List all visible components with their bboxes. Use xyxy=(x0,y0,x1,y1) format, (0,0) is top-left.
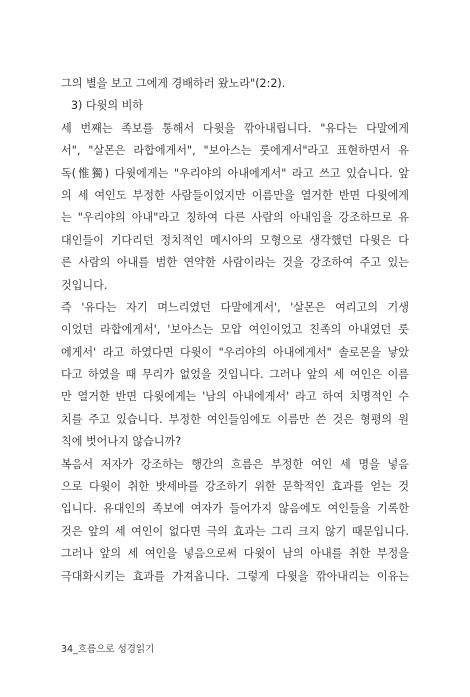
text-line: 에게서' 라고 하였다면 다윗이 "우리야의 아내에게서" 솔로몬을 낳았 xyxy=(61,345,409,359)
text-line: 는 "우리야의 아내"라고 칭하여 다른 사람의 아내임을 강조하므로 유 xyxy=(61,211,409,225)
text-line: 의 세 여인도 부정한 사람들이었지만 이름만을 열거한 반면 다윗에게 xyxy=(61,188,409,202)
text-line: 대인들이 기다리던 정치적인 메시아의 모형으로 생각했던 다윗은 다 xyxy=(61,233,409,247)
text-line: 것입니다. xyxy=(61,278,108,292)
text-line: 복음서 저자가 강조하는 행간의 흐름은 부정한 여인 세 명을 넣음 xyxy=(61,457,409,471)
text-line: 입니다. 유대인의 족보에 여자가 들어가지 않음에도 여인들을 기록한 xyxy=(61,502,409,516)
text-line: 른 사람의 아내를 범한 연약한 사람이라는 것을 강조하여 주고 있는 xyxy=(61,256,409,270)
text-line: 칙에 벗어나지 않습니까? xyxy=(61,435,182,449)
text-line: 것은 앞의 세 여인이 없다면 극의 효과는 그리 크지 않기 때문입니다. xyxy=(61,524,409,538)
text-line: 이었던 라합에게서', '보아스는 모압 여인이었고 친족의 아내였던 룻 xyxy=(61,323,409,337)
text-line: 만 열거한 반면 다윗에게는 '남의 아내에게서' 라고 하여 치명적인 수 xyxy=(61,390,409,404)
text-line: 으로 다윗이 취한 밧세바를 강조하기 위한 문학적인 효과를 얻는 것 xyxy=(61,480,409,494)
text-line: 치를 주고 있습니다. 부정한 여인들임에도 이름만 쓴 것은 형평의 원 xyxy=(61,412,409,426)
text-line: 다고 하였을 때 무리가 없었을 것입니다. 그러나 앞의 세 여인은 이름 xyxy=(61,368,409,382)
text-line: 그의 별을 보고 그에게 경배하러 왔노라"(2:2). xyxy=(61,77,286,90)
section-heading: 3) 다윗의 비하 xyxy=(71,99,144,113)
text-line: 독(惟獨) 다윗에게는 "우리야의 아내에게서" 라고 쓰고 있습니다. 앞 xyxy=(61,166,409,180)
text-line: 즉 '유다는 자기 며느리였던 다말에게서', '살몬은 여리고의 기생 xyxy=(61,300,409,314)
body-text xyxy=(61,73,409,588)
text-line: 극대화시키는 효과를 가져옵니다. 그렇게 다윗을 깎아내리는 이유는 xyxy=(61,569,409,583)
page-footer: 34_흐름으로 성경읽기 xyxy=(61,644,155,655)
text-line: 그러나 앞의 세 여인을 넣음으로써 다윗이 남의 아내를 취한 부정을 xyxy=(61,547,409,561)
text-line: 서", "살몬은 라합에게서", "보아스는 룻에게서"라고 표현하면서 유 xyxy=(61,144,409,158)
text-line: 세 번째는 족보를 통해서 다윗을 깎아내립니다. "유다는 다말에게 xyxy=(61,121,409,135)
